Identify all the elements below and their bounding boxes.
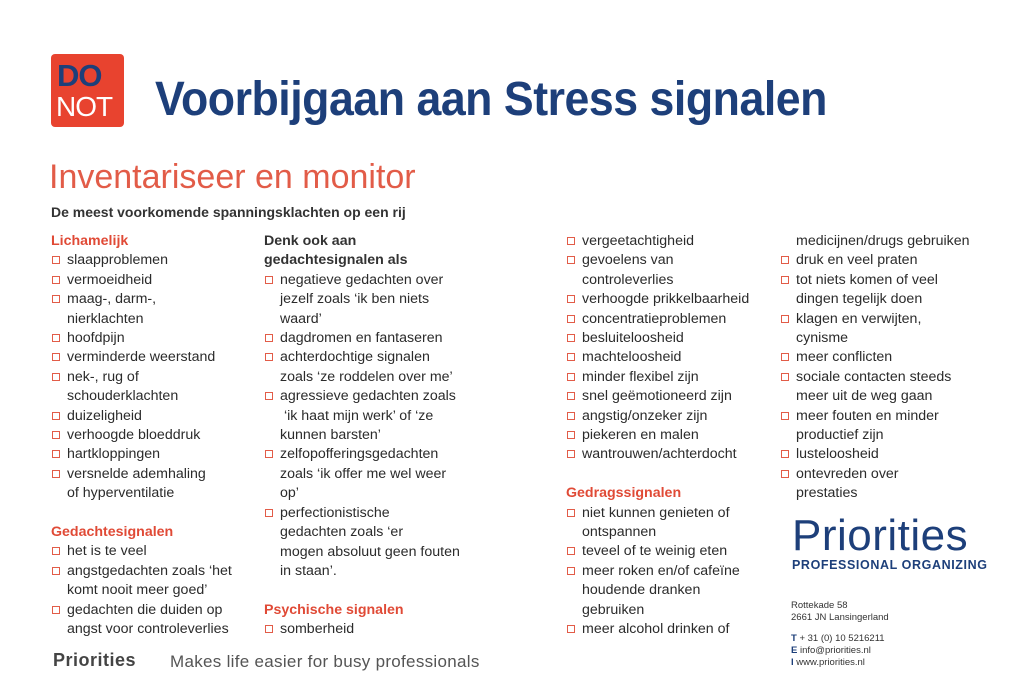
checkbox-icon — [52, 431, 60, 439]
list-item — [780, 271, 990, 310]
list-item-line: negatieve gedachten over — [280, 271, 444, 288]
list-item-line: tot niets komen of veel — [796, 271, 938, 288]
list-item-line: komt nooit meer goed’ — [67, 582, 208, 599]
list-item — [566, 368, 776, 387]
do-not-badge — [51, 54, 124, 127]
heading-gedachtesignalen: Gedachtesignalen — [51, 524, 174, 541]
list-item-line: teveel of te weinig eten — [582, 543, 728, 560]
heading-lichamelijk: Lichamelijk — [51, 233, 129, 249]
checkbox-icon — [567, 373, 575, 381]
list-item-line: of hyperventilatie — [67, 485, 175, 502]
column-1 — [51, 232, 251, 640]
list-item — [566, 562, 776, 620]
list-item-line: angst voor controleverlies — [67, 621, 229, 638]
list-item-line: besluiteloosheid — [582, 330, 684, 347]
checkbox-icon — [781, 412, 789, 420]
checkbox-icon — [52, 470, 60, 478]
list-item-line: versnelde ademhaling — [67, 465, 206, 482]
checkbox-icon — [52, 412, 60, 420]
heading-gedachtesignalen-als: gedachtesignalen als — [264, 252, 408, 269]
list-item-line: hoofdpijn — [67, 330, 125, 347]
checkbox-icon — [265, 392, 273, 400]
list-item-line: het is te veel — [67, 543, 147, 560]
list-item — [264, 504, 484, 582]
logo-tagline: PROFESSIONAL ORGANIZING — [792, 558, 988, 572]
list-item-line: snel geëmotioneerd zijn — [582, 388, 732, 405]
address-city: 2661 JN Lansingerland — [791, 612, 889, 623]
list-item — [566, 445, 776, 464]
list-item — [51, 348, 251, 367]
checkbox-icon — [265, 625, 273, 633]
contact-website: I www.priorities.nl — [791, 657, 865, 668]
list-item-line: verminderde weerstand — [67, 349, 216, 366]
list-item — [780, 348, 990, 367]
column-4 — [780, 232, 990, 504]
list-item — [566, 290, 776, 309]
list-item-line: in staan’. — [280, 562, 337, 579]
list-item — [566, 504, 776, 543]
heading-denk-ook-aan: Denk ook aan — [264, 233, 357, 249]
list-item — [566, 620, 776, 639]
list-item — [51, 601, 251, 640]
list-item-line: op’ — [280, 485, 299, 502]
column-3 — [566, 232, 776, 640]
list-item-line: gevoelens van — [582, 252, 674, 269]
list-item — [566, 329, 776, 348]
list-item-line: nierklachten — [67, 310, 144, 327]
list-item-line: concentratieproblemen — [582, 310, 727, 327]
list-item-line: dagdromen en fantaseren — [280, 330, 443, 347]
page-title: Voorbijgaan aan Stress signalen — [155, 73, 827, 126]
list-item-line: verhoogde bloeddruk — [67, 427, 201, 444]
checkbox-icon — [567, 509, 575, 517]
checkbox-icon — [567, 295, 575, 303]
column-2 — [264, 232, 484, 640]
list-item — [264, 348, 484, 387]
list-item — [51, 407, 251, 426]
list-item-line: dingen tegelijk doen — [796, 291, 923, 308]
list-item-line: angstig/onzeker zijn — [582, 407, 708, 424]
list-item — [264, 387, 484, 445]
checkbox-icon — [567, 334, 575, 342]
list-item-line: gebruiken — [582, 601, 645, 618]
list-item-line: somberheid — [280, 621, 355, 638]
list-item-line: ontspannen — [582, 524, 657, 541]
list-item — [51, 562, 251, 601]
checkbox-icon — [52, 256, 60, 264]
list-item-line: gedachten zoals ‘er — [280, 524, 404, 541]
checkbox-icon — [781, 450, 789, 458]
checkbox-icon — [52, 567, 60, 575]
list-item — [51, 542, 251, 561]
checkbox-icon — [52, 450, 60, 458]
checkbox-icon — [781, 256, 789, 264]
list-item — [566, 387, 776, 406]
heading-gedragssignalen: Gedragssignalen — [566, 485, 682, 502]
address-block — [791, 600, 889, 624]
contact-block — [791, 633, 885, 669]
list-item-line: mogen absoluut geen fouten — [280, 543, 460, 560]
checkbox-icon — [567, 315, 575, 323]
list-item-line: meer fouten en minder — [796, 407, 939, 424]
list-item — [51, 368, 251, 407]
checkbox-icon — [567, 392, 575, 400]
list-item-line: druk en veel praten — [796, 252, 918, 269]
list-item — [566, 310, 776, 329]
list-gedrag-vervolg — [780, 251, 990, 503]
checkbox-icon — [781, 373, 789, 381]
checkbox-icon — [567, 353, 575, 361]
list-psychische-vervolg — [566, 232, 776, 465]
list-item-line: meer alcohol drinken of — [582, 621, 730, 638]
list-item-line: gedachten die duiden op — [67, 601, 223, 618]
list-item — [566, 426, 776, 445]
footer-tagline: Makes life easier for busy professionals — [170, 652, 480, 671]
checkbox-icon — [265, 353, 273, 361]
list-item — [51, 290, 251, 329]
list-item-line: productief zijn — [796, 427, 884, 444]
checkbox-icon — [567, 450, 575, 458]
checkbox-icon — [567, 412, 575, 420]
list-item-line: nek-, rug of — [67, 368, 139, 385]
checkbox-icon — [265, 450, 273, 458]
list-item — [566, 232, 776, 251]
list-item-line: perfectionistische — [280, 504, 390, 521]
checkbox-icon — [567, 547, 575, 555]
list-item-line: cynisme — [796, 330, 849, 347]
list-item-line: machteloosheid — [582, 349, 682, 366]
checkbox-icon — [52, 373, 60, 381]
priorities-logo: Priorities — [792, 511, 969, 560]
checkbox-icon — [567, 256, 575, 264]
checkbox-icon — [265, 276, 273, 284]
list-item — [566, 542, 776, 561]
list-item — [780, 445, 990, 464]
list-item — [780, 368, 990, 407]
list-item — [264, 620, 484, 639]
list-item — [51, 271, 251, 290]
checkbox-icon — [265, 334, 273, 342]
list-item — [780, 465, 990, 504]
list-item-line: waard’ — [280, 310, 322, 327]
continued-item-text: medicijnen/drugs gebruiken — [796, 233, 970, 249]
list-item — [264, 445, 484, 503]
footer-brand: Priorities — [53, 650, 137, 670]
list-item — [780, 407, 990, 446]
list-item-line: zoals ‘ik offer me wel weer — [280, 465, 447, 482]
checkbox-icon — [567, 567, 575, 575]
list-item-line: hartkloppingen — [67, 446, 161, 463]
list-item-line: schouderklachten — [67, 388, 179, 405]
checkbox-icon — [52, 547, 60, 555]
list-item-line: sociale contacten steeds — [796, 368, 952, 385]
list-item-line: slaapproblemen — [67, 252, 168, 269]
list-item-line: prestaties — [796, 485, 858, 502]
checkbox-icon — [781, 353, 789, 361]
list-item-line: ‘ik haat mijn werk’ of ‘ze — [280, 407, 434, 424]
list-item — [780, 310, 990, 349]
lead-text: De meest voorkomende spanningsklachten op een rij — [51, 204, 406, 220]
list-item — [566, 348, 776, 367]
list-item-line: meer conflicten — [796, 349, 893, 366]
checkbox-icon — [567, 625, 575, 633]
checkbox-icon — [781, 470, 789, 478]
list-item-line: jezelf zoals ‘ik ben niets — [280, 291, 430, 308]
page-subtitle: Inventariseer en monitor — [49, 158, 416, 196]
list-item — [51, 465, 251, 504]
checkbox-icon — [781, 315, 789, 323]
list-item-line: achterdochtige signalen — [280, 349, 430, 366]
list-item-line: niet kunnen genieten of — [582, 504, 730, 521]
list-item-line: meer uit de weg gaan — [796, 388, 933, 405]
address-street: Rottekade 58 — [791, 600, 848, 611]
list-denk-ook-aan — [264, 271, 484, 582]
checkbox-icon — [567, 237, 575, 245]
heading-psychische-signalen: Psychische signalen — [264, 601, 404, 618]
list-item-line: piekeren en malen — [582, 427, 699, 444]
list-item-line: agressieve gedachten zoals — [280, 388, 456, 405]
list-item-line: wantrouwen/achterdocht — [582, 446, 737, 463]
checkbox-icon — [265, 509, 273, 517]
checkbox-icon — [52, 606, 60, 614]
checkbox-icon — [52, 353, 60, 361]
list-item-line: controleverlies — [582, 271, 674, 288]
list-item — [264, 329, 484, 348]
list-item-line: verhoogde prikkelbaarheid — [582, 291, 750, 308]
list-item — [264, 271, 484, 329]
list-item-line: zelfopofferingsgedachten — [280, 446, 439, 463]
checkbox-icon — [567, 431, 575, 439]
list-item-line: zoals ‘ze roddelen over me’ — [280, 368, 453, 385]
list-item — [51, 251, 251, 270]
checkbox-icon — [781, 276, 789, 284]
list-gedachtesignalen — [51, 542, 251, 639]
list-gedragssignalen — [566, 504, 776, 640]
list-psychische-signalen — [264, 620, 484, 639]
list-item-line: vermoeidheid — [67, 271, 153, 288]
checkbox-icon — [52, 276, 60, 284]
list-item-line: duizeligheid — [67, 407, 142, 424]
list-lichamelijk — [51, 251, 251, 503]
badge-do-text: DO — [57, 58, 102, 93]
list-item-line: angstgedachten zoals ‘het — [67, 562, 232, 579]
badge-not-text: NOT — [56, 91, 113, 122]
checkbox-icon — [52, 334, 60, 342]
contact-email: E info@priorities.nl — [791, 645, 871, 656]
list-item — [566, 251, 776, 290]
list-item-line: klagen en verwijten, — [796, 310, 922, 327]
list-item-line: minder flexibel zijn — [582, 368, 699, 385]
list-item-line: kunnen barsten’ — [280, 427, 381, 444]
list-item — [566, 407, 776, 426]
list-item-line: meer roken en/of cafeïne — [582, 562, 740, 579]
contact-phone: T + 31 (0) 10 5216211 — [791, 633, 885, 644]
checkbox-icon — [52, 295, 60, 303]
list-item — [51, 329, 251, 348]
list-item-line: houdende dranken — [582, 582, 701, 599]
list-item-line: ontevreden over — [796, 465, 899, 482]
list-item — [51, 426, 251, 445]
list-item — [51, 445, 251, 464]
list-item-line: vergeetachtigheid — [582, 233, 695, 249]
list-item — [780, 251, 990, 270]
list-item-line: maag-, darm-, — [67, 291, 157, 308]
list-item-line: lusteloosheid — [796, 446, 879, 463]
